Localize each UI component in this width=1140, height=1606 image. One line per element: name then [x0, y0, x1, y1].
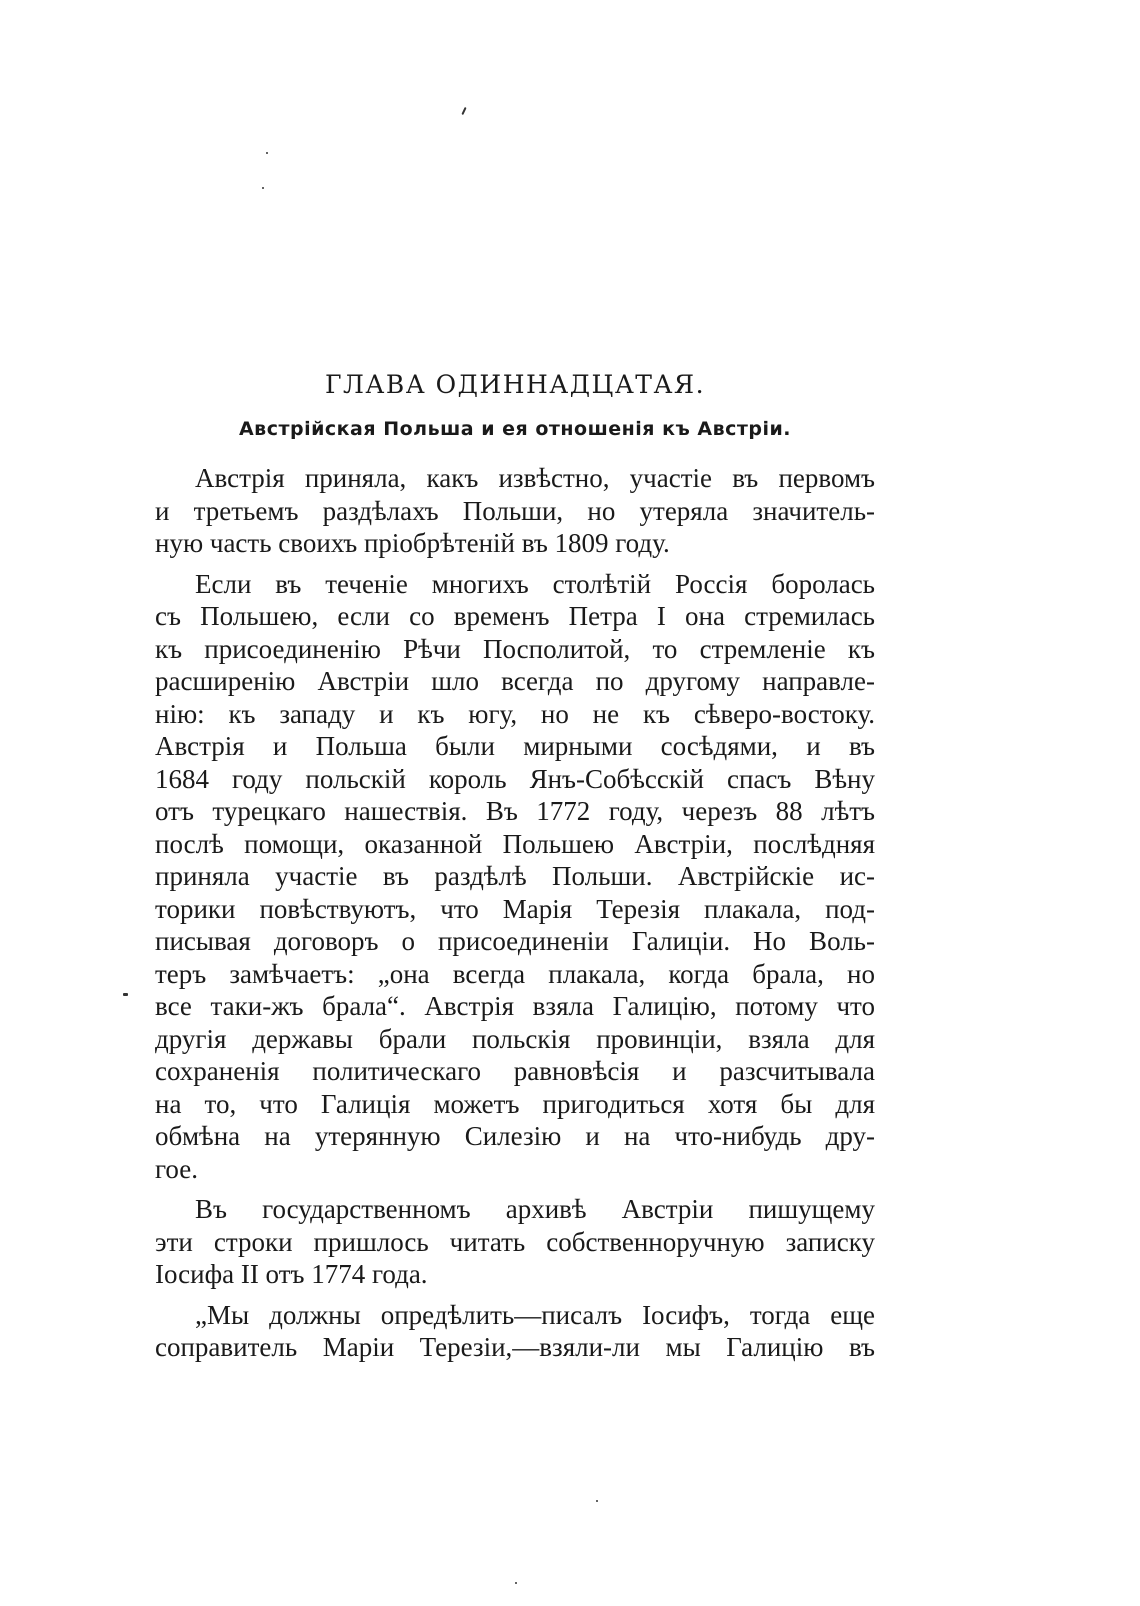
scan-speck: [515, 1582, 517, 1584]
body-text: [155, 462, 875, 1372]
text-line: Австрія и Польша были мирными сосѣдями, и въ: [155, 731, 875, 761]
text-line: торики повѣствуютъ, что Марія Терезія плакала, под-: [155, 893, 875, 924]
text-line: ную часть своихъ пріобрѣтеній въ 1809 году.: [155, 528, 670, 558]
text-line: 1684 году польскій король Янъ-Собѣсскій спасъ Вѣну: [155, 763, 875, 794]
text-line: къ присоединенію Рѣчи Посполитой, то стремленіе къ: [155, 633, 875, 664]
paragraph: [155, 1299, 875, 1364]
text-line: писывая договоръ о присоединеніи Галиціи. Но Воль-: [155, 926, 875, 956]
paragraph: [155, 462, 875, 560]
scan-speck: [123, 993, 128, 996]
text-line: и третьемъ раздѣлахъ Польши, но утеряла значитель-: [155, 495, 875, 526]
text-line: другія державы брали польскія провинціи, взяла для: [155, 1023, 875, 1054]
text-line: эти строки пришлось читать собственноручную записку: [155, 1226, 875, 1257]
text-line: обмѣна на утерянную Силезію и на что-нибудь дру-: [155, 1121, 875, 1151]
text-line: Австрія приняла, какъ извѣстно, участіе въ первомъ: [195, 463, 875, 493]
scan-speck: [596, 1500, 598, 1502]
text-line: расширенію Австріи шло всегда по другому направле-: [155, 666, 875, 696]
text-line: теръ замѣчаетъ: „она всегда плакала, когда брала, но: [155, 958, 875, 989]
text-line: сохраненія политическаго равновѣсія и разсчитывала: [155, 1056, 875, 1086]
text-line: соправитель Маріи Терезіи,—взяли-ли мы Галицію въ: [155, 1332, 875, 1362]
paragraph: [155, 1193, 875, 1291]
text-line: Въ государственномъ архивѣ Австріи пишущему: [195, 1194, 875, 1224]
scan-speck: [461, 107, 466, 115]
text-line: Если въ теченіе многихъ столѣтій Россія боролась: [195, 568, 875, 599]
text-line: съ Польшею, если со временъ Петра I она стремилась: [155, 601, 875, 631]
chapter-title: ГЛАВА ОДИННАДЦАТАЯ.: [324, 370, 706, 399]
text-line: отъ турецкаго нашествія. Въ 1772 году, черезъ 88 лѣтъ: [155, 796, 875, 826]
scan-speck: [266, 152, 268, 154]
text-line: „Мы должны опредѣлить—писалъ Іосифъ, тогда еще: [195, 1299, 875, 1330]
scan-speck: [262, 187, 264, 189]
text-line: Іосифа II отъ 1774 года.: [155, 1259, 428, 1289]
paragraph: [155, 568, 875, 1186]
text-line: все таки-жъ брала“. Австрія взяла Галицію, потому что: [155, 991, 875, 1021]
text-line: приняла участіе въ раздѣлѣ Польши. Австрійскіе ис-: [155, 861, 875, 891]
text-line: на то, что Галиція можетъ пригодиться хотя бы для: [155, 1088, 875, 1119]
text-line: гое.: [155, 1153, 198, 1184]
chapter-subtitle: Австрійская Польша и ея отношенія къ Австріи.: [238, 418, 792, 440]
text-line: нію: къ западу и къ югу, но не къ сѣверо-востоку.: [155, 698, 875, 729]
text-line: послѣ помощи, оказанной Польшею Австріи, послѣдняя: [155, 828, 875, 859]
